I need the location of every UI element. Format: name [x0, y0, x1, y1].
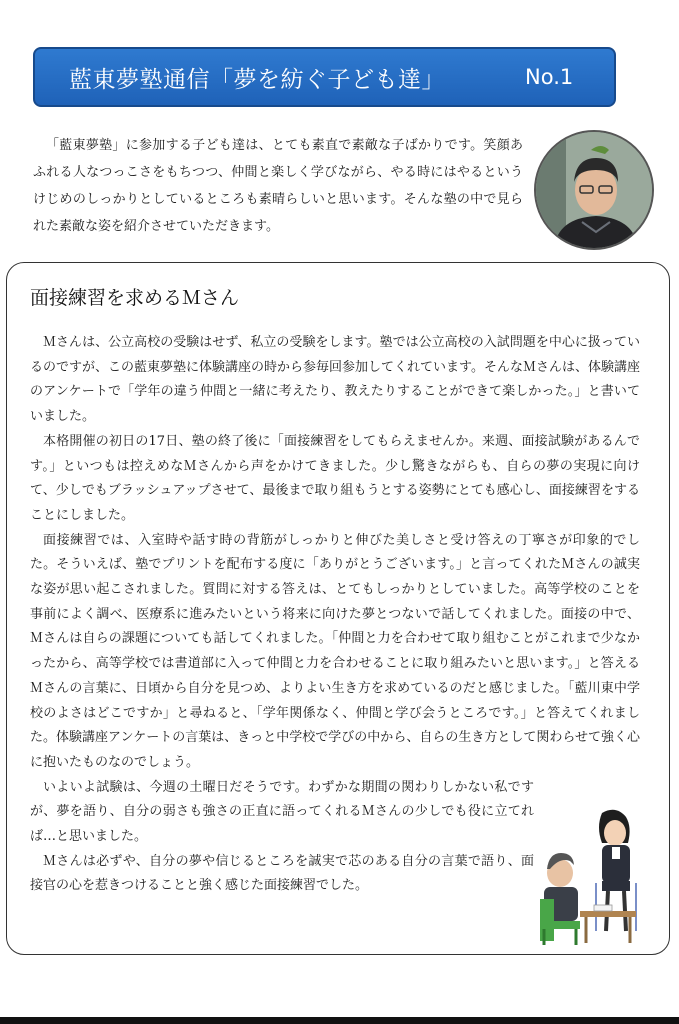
- intro-paragraph: 「藍東夢塾」に参加する子ども達は、とても素直で素敵な子ばかりです。笑顔あふれる人なつっこさをもちつつ、仲間と楽しく学びながら、やる時にはやるというけじめのしっかりとしているところも素晴らしいと思います。そんな塾の中で見られた素敵な姿を紹介させていただきます。: [33, 138, 523, 234]
- article-paragraph: 本格開催の初日の17日、塾の終了後に「面接練習をしてもらえませんか。来週、面接試験があるんです。」といつもは控えめなＭさんから声をかけてきました。少し驚きながらも、自らの夢の実現に向けて、少しでもブラッシュアップさせて、最後まで取り組もうとする姿勢にとても感心し、面接練習をすることにしました。: [30, 433, 640, 523]
- issue-number: No.1: [525, 65, 574, 89]
- newsletter-title: 藍東夢塾通信「夢を紡ぐ子ども達」: [69, 66, 445, 93]
- article-paragraph: 面接練習では、入室時や話す時の背筋がしっかりと伸びた美しさと受け答えの丁寧さが印象的でした。そういえば、塾でプリントを配布する度に「ありがとうございます。」と言ってくれたＭさんの誠実な姿が思い起こされました。質問に対する答えは、とてもしっかりとしていました。高等学校のことを事前によく調べ、医療系に進みたいという将来に向けた夢とつないで話してくれました。面接の中で、Ｍさんは自らの課題についても話してくれました。「仲間と力を合わせて取り組むことがこれまで少なかったから、高等学校では書道部に入って仲間と力を合わせることに取り組みたいと思います。」と答えるＭさんの言葉に、日頃から自分を見つめ、よりよい生き方を求めているのだと感じました。「藍川東中学校のよさはどこですか」と尋ねると、「学年関係なく、仲間と学び会うところです。」と答えてくれました。体験講座アンケートの言葉は、きっと中学校で学びの中から、自らの生き方として関わらせて強く心に抱いたものなのでしょう。: [30, 532, 640, 770]
- newsletter-title-banner: [33, 47, 616, 107]
- interview-illustration-icon: [540, 803, 640, 946]
- page-bottom-bar: [0, 1017, 679, 1024]
- article-paragraph: Ｍさんは必ずや、自分の夢や信じるところを誠実で芯のある自分の言葉で語り、面接官の心を惹きつけることと強く感じた面接練習でした。: [30, 853, 534, 894]
- article-heading: 面接練習を求めるＭさん: [30, 287, 240, 309]
- article-paragraph: いよいよ試験は、今週の土曜日だそうです。わずかな期間の関わりしかない私ですが、夢を語り、自分の弱さも強さの正直に語ってくれるＭさんの少しでも役に立てれば…と思いました。: [30, 779, 534, 845]
- article-paragraph: Ｍさんは、公立高校の受験はせず、私立の受験をします。塾では公立高校の入試問題を中心に扱っているのですが、この藍東夢塾に体験講座の時から参毎回参加してくれています。そんなＭさんは、体験講座のアンケートで「学年の違う仲間と一緒に考えたり、教えたりすることができて楽しかった。」と書いていました。: [30, 335, 640, 425]
- author-portrait-icon: [534, 130, 654, 250]
